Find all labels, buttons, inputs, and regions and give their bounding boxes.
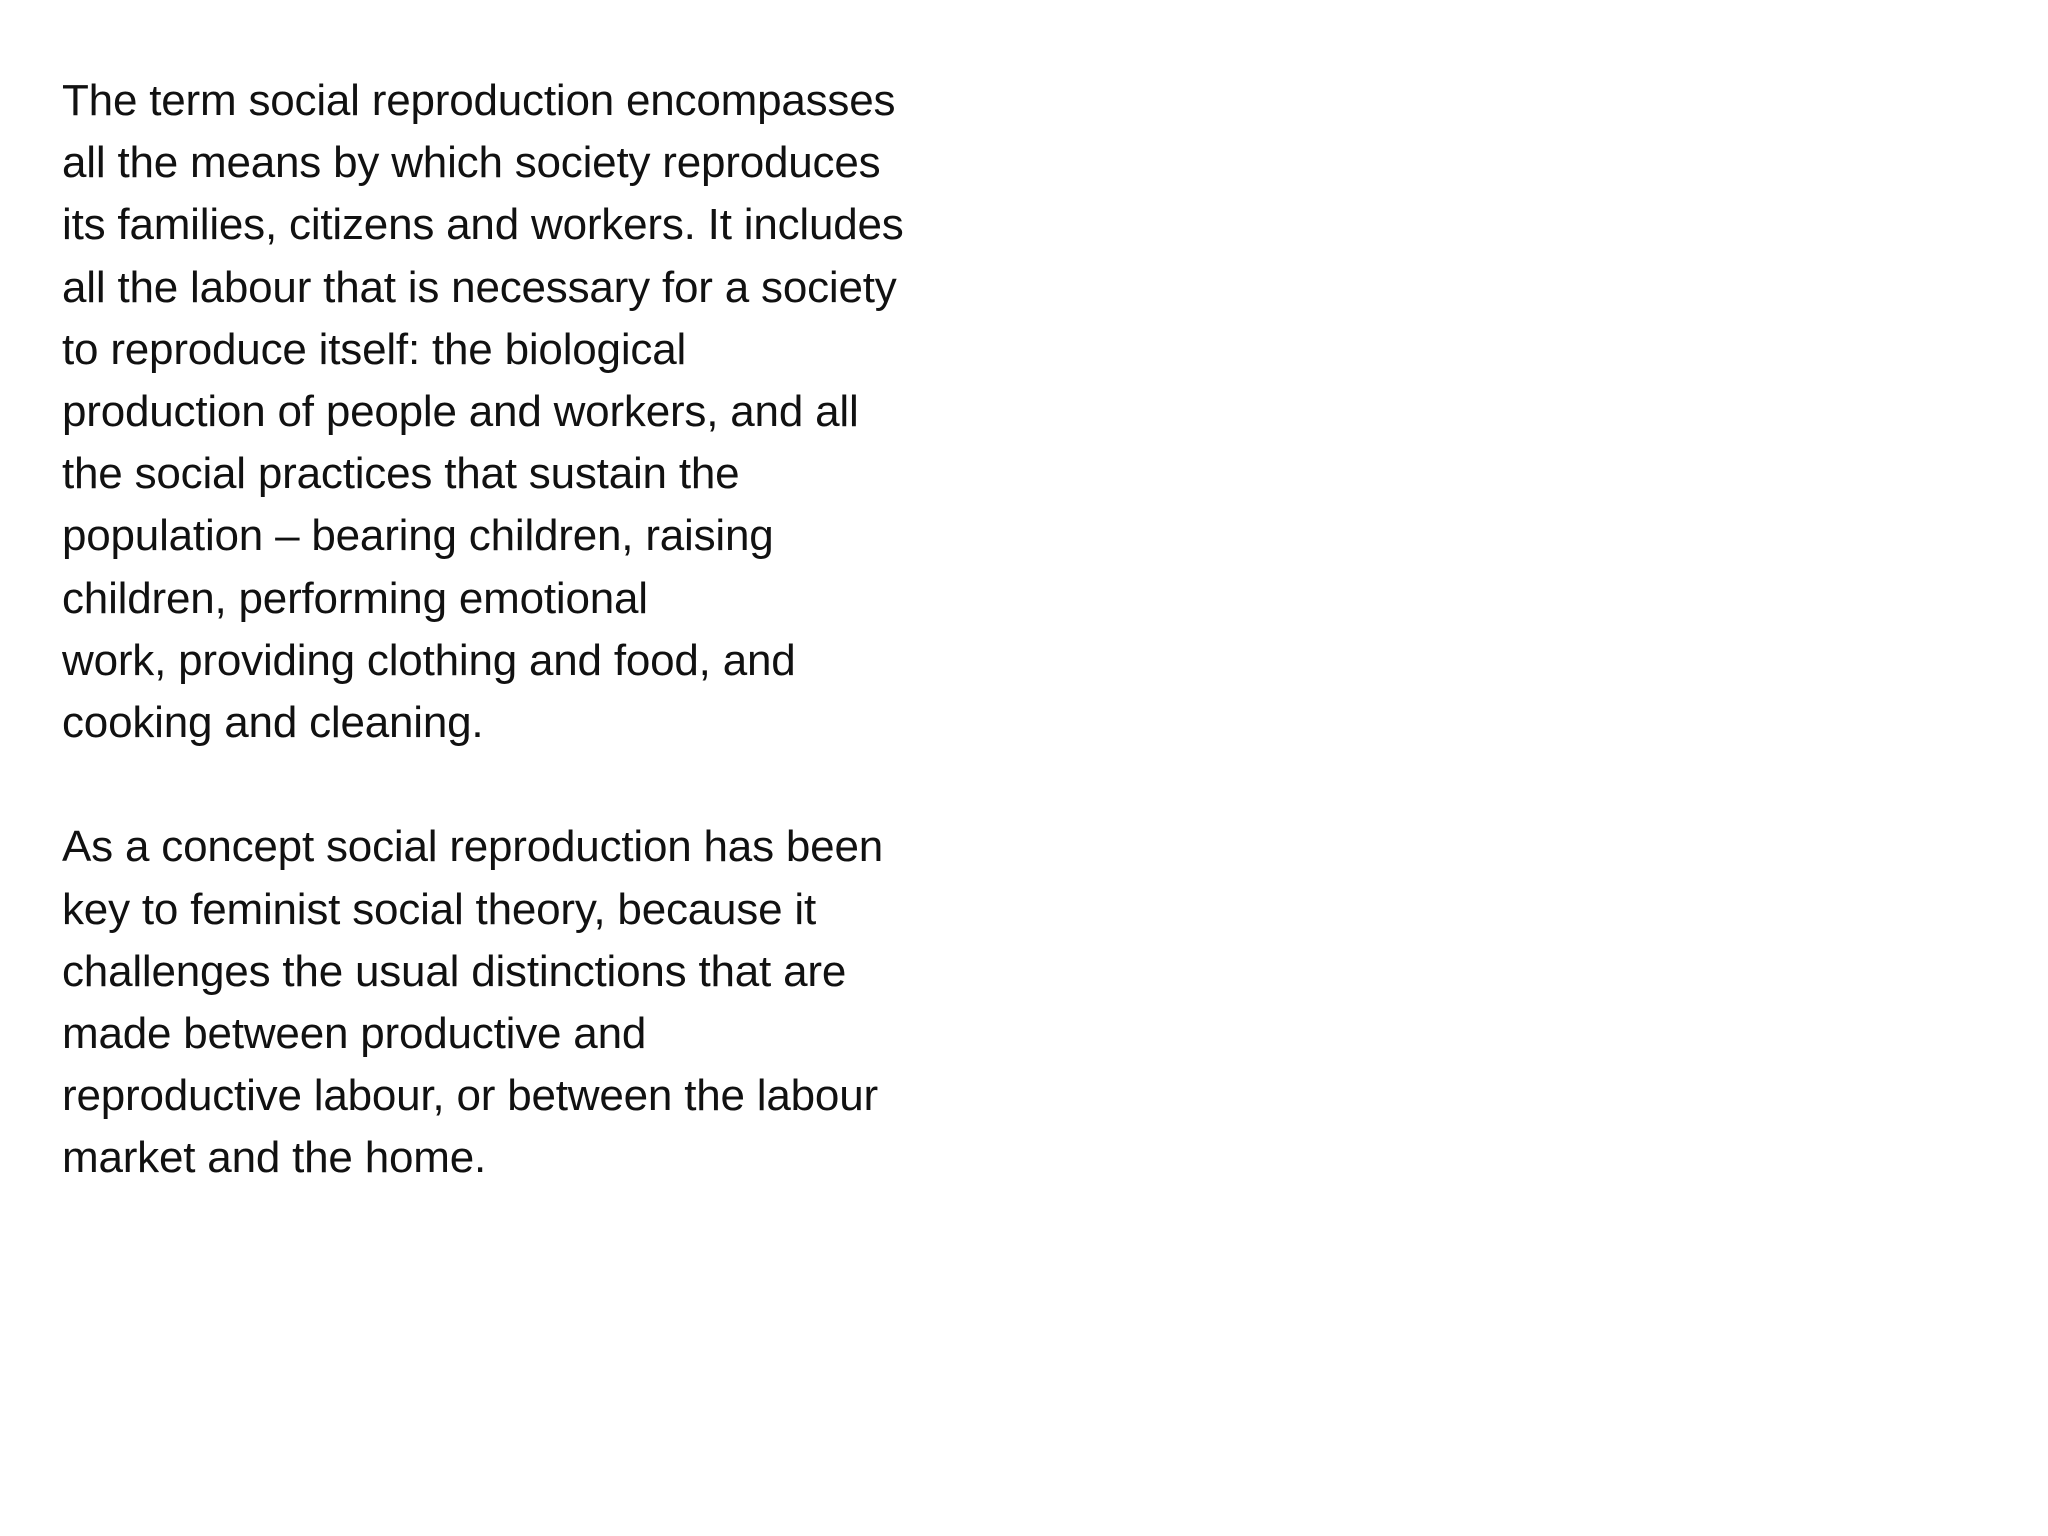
text-line: children, performing emotional	[62, 573, 648, 623]
text-line: the social practices that sustain the	[62, 449, 740, 499]
text-line: reproductive labour, or between the labour	[62, 1071, 878, 1121]
paragraph-spacer	[62, 754, 1022, 816]
text-body	[62, 70, 1022, 1190]
text-line: As a concept social reproduction has been	[62, 822, 883, 872]
text-line: production of people and workers, and all	[62, 387, 859, 437]
text-line: all the labour that is necessary for a society	[62, 262, 897, 312]
paragraph-definition	[62, 70, 1022, 754]
text-line: all the means by which society reproduces	[62, 138, 881, 188]
paragraph-feminist-theory	[62, 816, 1022, 1189]
text-line: population – bearing children, raising	[62, 511, 774, 561]
text-line: challenges the usual distinctions that are	[62, 946, 847, 996]
text-line: market and the home.	[62, 1133, 487, 1183]
text-line: The term social reproduction encompasses	[62, 76, 896, 125]
text-line: made between productive and	[62, 1009, 647, 1059]
text-line: work, providing clothing and food, and	[62, 635, 796, 685]
text-line: cooking and cleaning.	[62, 698, 484, 748]
text-line: to reproduce itself: the biological	[62, 324, 687, 374]
text-line: its families, citizens and workers. It includes	[62, 200, 904, 250]
text-line: key to feminist social theory, because it	[62, 884, 817, 934]
